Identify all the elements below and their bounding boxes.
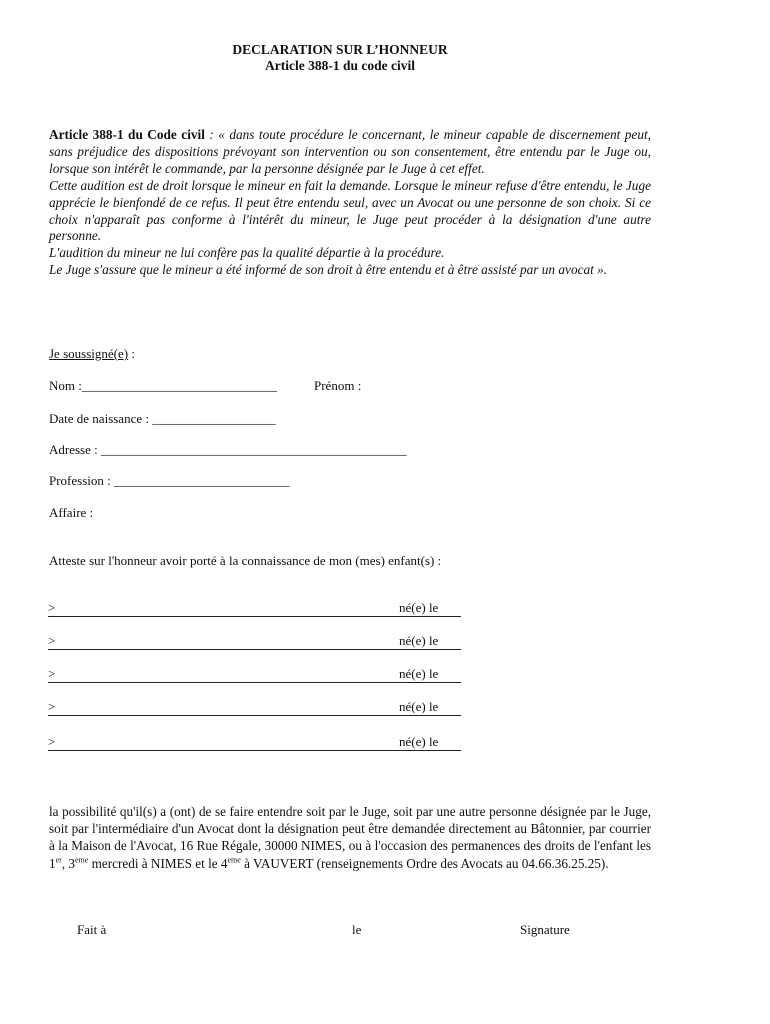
article-paragraph-3: L'audition du mineur ne lui confère pas la qualité départie à la procédure. [49,245,445,261]
child-bullet: > [48,600,56,615]
place-field[interactable]: Fait à [77,922,107,937]
child-birth-label: né(e) le [399,600,439,615]
child-bullet: > [48,666,56,681]
closing-paragraph [49,803,651,872]
closing-text-4: à VAUVERT (renseignements Ordre des Avocats au 04.66.36.25.25). [240,855,609,871]
document-subtitle: Article 388-1 du code civil [265,58,415,73]
article-text-1: : « dans toute procédure le concernant, le mineur capable de discernement peut, sans préjudice des dispositions prévoyant son intervention ou son consentement, être entendu par le Juge ou, lorsque son intérêt le commande, par la personne désignée par le Juge à cet effet. [49,127,651,176]
attestation-text: Atteste sur l'honneur avoir porté à la connaissance de mon (mes) enfant(s) : [49,553,442,568]
undersigned-label: Je soussigné(e) [49,346,129,361]
child-birth-label: né(e) le [399,666,439,681]
closing-text-3: mercredi à NIMES et le 4 [88,855,228,871]
article-reference: Article 388-1 du Code civil [49,127,205,142]
child-bullet: > [48,734,56,749]
child-row-3[interactable] [48,666,461,683]
child-row-2[interactable] [48,633,461,650]
closing-text-1: la possibilité qu'il(s) a (ont) de se faire entendre soit par le Juge, soit par une autre personne désignée par le Juge, soit par l'intermédiaire d'un Avocat dont la désignation peut être demandée directement au Bâtonnier, par courrier à la Maison de l'Avocat, 16 Rue Régale, 30000 NIMES, ou à l'occasion des permanences des droits de l'enfant les 1 [49,804,651,871]
ordinal-1st: er [55,855,62,865]
ordinal-3rd: eme [75,855,89,865]
prenom-field[interactable]: Prénom : [314,378,362,393]
article-quote [49,127,651,279]
date-field[interactable]: le [352,922,362,937]
birthdate-field[interactable]: Date de naissance : ___________________ [49,411,276,426]
child-row-1[interactable] [48,600,461,617]
nom-field[interactable]: Nom :______________________________ [49,378,277,393]
child-bullet: > [48,633,56,648]
article-paragraph-1 [49,127,651,178]
child-birth-label: né(e) le [399,734,439,749]
child-birth-label: né(e) le [399,699,439,714]
article-paragraph-4: Le Juge s'assure que le mineur a été informé de son droit à être entendu et à être assisté par un avocat ». [49,262,608,278]
undersigned-colon: : [128,346,135,361]
profession-field[interactable]: Profession : ___________________________ [49,473,290,488]
affaire-field[interactable]: Affaire : [49,505,94,520]
child-bullet: > [48,699,56,714]
ordinal-4th: eme [227,855,241,865]
signature-field[interactable]: Signature [520,922,570,937]
document-title: DECLARATION SUR L’HONNEUR [232,42,448,57]
undersigned-line [49,346,135,362]
address-field[interactable]: Adresse : _______________________________________________ [49,442,407,457]
closing-text-2: , 3 [61,855,75,871]
article-paragraph-2: Cette audition est de droit lorsque le mineur en fait la demande. Lorsque le mineur refuse d'être entendu, le Juge apprécie le bienfondé de ce refus. Il peut être entendu seul, avec un Avocat ou une personne de son choix. Si ce choix n'apparaît pas conforme à l'intérêt du mineur, le Juge peut procéder à la désignation d'une autre personne. [49,177,651,244]
child-row-4[interactable] [48,699,461,716]
child-birth-label: né(e) le [399,633,439,648]
child-row-5[interactable] [48,734,461,751]
